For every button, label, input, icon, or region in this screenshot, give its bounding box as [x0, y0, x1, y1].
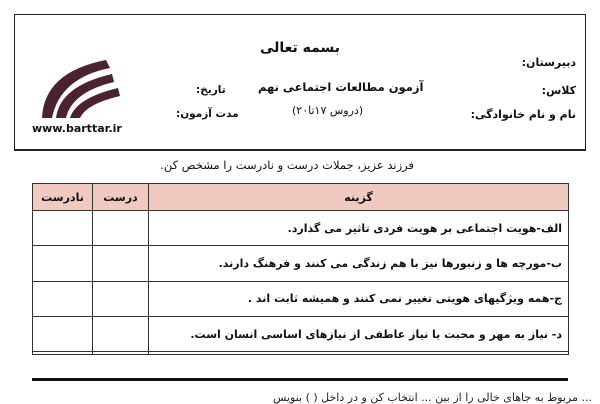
true-answer-cell[interactable] — [93, 211, 149, 246]
option-column-header: گزینه — [149, 184, 569, 211]
false-answer-cell[interactable] — [33, 317, 93, 352]
table-header-row — [33, 184, 569, 211]
lessons-range: (دروس ۱۷تا۲۰) — [292, 104, 364, 117]
school-label: دبیرستان: — [521, 56, 576, 69]
next-question-partial: ... مربوط به جاهای خالی را از بین ... انتخاب کن و در داخل ( ) بنویس — [272, 391, 592, 404]
header-divider — [14, 149, 586, 151]
true-answer-cell[interactable] — [93, 246, 149, 281]
statement-text — [149, 352, 569, 355]
table-row — [33, 246, 569, 281]
true-answer-cell[interactable] — [93, 317, 149, 352]
section-divider — [32, 378, 568, 381]
page-title: بسمه تعالی — [259, 40, 341, 56]
false-answer-cell[interactable] — [33, 246, 93, 281]
true-answer-cell[interactable] — [93, 281, 149, 316]
barttar-logo-icon — [36, 52, 126, 122]
table-row — [33, 317, 569, 352]
instruction-text: فرزند عزیز، جملات درست و نادرست را مشخص کن. — [160, 158, 414, 172]
false-answer-cell[interactable] — [33, 281, 93, 316]
statement-text: ب-مورچه ها و زنبورها نیز با هم زندگی می کنند و فرهنگ دارند. — [149, 246, 569, 281]
exam-title: آزمون مطالعات اجتماعی نهم — [258, 80, 424, 94]
true-false-table — [32, 183, 569, 355]
false-answer-cell[interactable] — [33, 211, 93, 246]
table-row — [33, 352, 569, 355]
true-answer-cell[interactable] — [93, 352, 149, 355]
true-column-header: درست — [93, 184, 149, 211]
table-row — [33, 281, 569, 316]
statement-text: الف-هویت اجتماعی بر هویت فردی تاثیر می گذارد. — [149, 211, 569, 246]
student-name-label: نام و نام خانوادگی: — [470, 108, 576, 121]
statement-text: ج-همه ویژگیهای هویتی تغییر نمی کنند و همیشه ثابت اند . — [149, 281, 569, 316]
website-link[interactable]: www.barttar.ir — [32, 122, 122, 135]
statement-text: د- نیاز به مهر و محبت یا نیاز عاطفی از نیازهای اساسی انسان است. — [149, 317, 569, 352]
table-row — [33, 211, 569, 246]
date-label: تاریخ: — [196, 84, 226, 96]
duration-label: مدت آزمون: — [176, 108, 239, 120]
false-answer-cell[interactable] — [33, 352, 93, 355]
false-column-header: نادرست — [33, 184, 93, 211]
class-label: کلاس: — [541, 84, 576, 97]
